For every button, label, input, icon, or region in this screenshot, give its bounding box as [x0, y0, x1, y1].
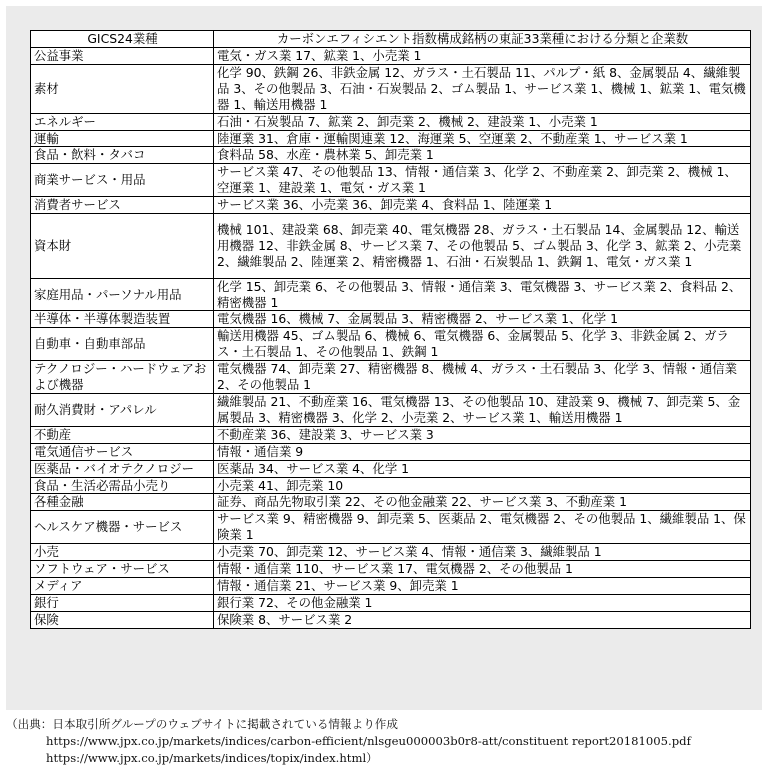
classification-cell: 化学 90、鉄鋼 26、非鉄金属 12、ガラス・土石製品 11、パルプ・紙 8、金属製品 4、繊維製品 3、その他製品 3、石油・石炭製品 2、ゴム製品 1、サービス業 1、機械 1、鉱業 1、電気機器 1、輸送用機器 1: [214, 64, 751, 113]
classification-cell: 情報・通信業 110、サービス業 17、電気機器 2、その他製品 1: [214, 561, 751, 578]
sector-cell: 素材: [31, 64, 214, 113]
figure-panel: [6, 6, 762, 710]
sector-cell: 資本財: [31, 214, 214, 279]
classification-cell: 情報・通信業 9: [214, 443, 751, 460]
sector-cell: 半導体・半導体製造装置: [31, 311, 214, 328]
sector-cell: 自動車・自動車部品: [31, 328, 214, 361]
sector-cell: 不動産: [31, 426, 214, 443]
classification-cell: 食料品 58、水産・農林業 5、卸売業 1: [214, 147, 751, 164]
source-url-1: https://www.jpx.co.jp/markets/indices/carbon-efficient/nlsgeu000003b0r8-att/constituent report20181005.pdf: [46, 734, 691, 748]
table-row: [31, 328, 751, 361]
sector-cell: 商業サービス・用品: [31, 164, 214, 197]
classification-cell: サービス業 36、小売業 36、卸売業 4、食料品 1、陸運業 1: [214, 197, 751, 214]
table-row: [31, 147, 751, 164]
classification-cell: 証券、商品先物取引業 22、その他金融業 22、サービス業 3、不動産業 1: [214, 494, 751, 511]
classification-cell: 銀行業 72、その他金融業 1: [214, 594, 751, 611]
sector-cell: 耐久消費財・アパレル: [31, 394, 214, 427]
classification-cell: 保険業 8、サービス業 2: [214, 611, 751, 628]
classification-cell: 石油・石炭製品 7、鉱業 2、卸売業 2、機械 2、建設業 1、小売業 1: [214, 113, 751, 130]
sector-cell: 各種金融: [31, 494, 214, 511]
table-row: [31, 113, 751, 130]
sector-cell: 保険: [31, 611, 214, 628]
classification-cell: 情報・通信業 21、サービス業 9、卸売業 1: [214, 577, 751, 594]
classification-cell: 輸送用機器 45、ゴム製品 6、機械 6、電気機器 6、金属製品 5、化学 3、非鉄金属 2、ガラス・土石製品 1、その他製品 1、鉄鋼 1: [214, 328, 751, 361]
table-body: [31, 48, 751, 629]
header-tse-classification: カーボンエフィシエント指数構成銘柄の東証33業種における分類と企業数: [214, 31, 751, 48]
sector-cell: メディア: [31, 577, 214, 594]
sector-cell: 家庭用品・パーソナル用品: [31, 278, 214, 311]
classification-cell: 電気機器 16、機械 7、金属製品 3、精密機器 2、サービス業 1、化学 1: [214, 311, 751, 328]
classification-cell: サービス業 47、その他製品 13、情報・通信業 3、化学 2、不動産業 2、卸売業 2、機械 1、空運業 1、建設業 1、電気・ガス業 1: [214, 164, 751, 197]
classification-cell: 電気機器 74、卸売業 27、精密機器 8、機械 4、ガラス・土石製品 3、化学 3、情報・通信業 2、その他製品 1: [214, 361, 751, 394]
classification-cell: サービス業 9、精密機器 9、卸売業 5、医薬品 2、電気機器 2、その他製品 1、繊維製品 1、保険業 1: [214, 511, 751, 544]
classification-cell: 化学 15、卸売業 6、その他製品 3、情報・通信業 3、電気機器 3、サービス業 2、食料品 2、精密機器 1: [214, 278, 751, 311]
classification-cell: 小売業 41、卸売業 10: [214, 477, 751, 494]
sector-cell: ヘルスケア機器・サービス: [31, 511, 214, 544]
sector-cell: 消費者サービス: [31, 197, 214, 214]
table-row: [31, 64, 751, 113]
table-row: [31, 577, 751, 594]
sector-cell: 食品・飲料・タバコ: [31, 147, 214, 164]
table-row: [31, 477, 751, 494]
table-row: [31, 361, 751, 394]
sector-cell: エネルギー: [31, 113, 214, 130]
table-row: [31, 611, 751, 628]
sector-cell: 銀行: [31, 594, 214, 611]
table-row: [31, 48, 751, 65]
table-row: [31, 394, 751, 427]
table-row: [31, 511, 751, 544]
table-row: [31, 197, 751, 214]
sector-cell: 食品・生活必需品小売り: [31, 477, 214, 494]
source-caption: （出典：日本取引所グループのウェブサイトに掲載されている情報より作成: [6, 717, 398, 731]
table-row: [31, 544, 751, 561]
sector-cell: 運輸: [31, 130, 214, 147]
table-header-row: [31, 31, 751, 48]
classification-cell: 陸運業 31、倉庫・運輸関連業 12、海運業 5、空運業 2、不動産業 1、サービス業 1: [214, 130, 751, 147]
classification-cell: 医薬品 34、サービス業 4、化学 1: [214, 460, 751, 477]
classification-cell: 繊維製品 21、不動産業 16、電気機器 13、その他製品 10、建設業 9、機械 7、卸売業 5、金属製品 3、精密機器 3、化学 2、小売業 2、サービス業 1、輸送用機器 1: [214, 394, 751, 427]
classification-cell: 機械 101、建設業 68、卸売業 40、電気機器 28、ガラス・土石製品 14、金属製品 12、輸送用機器 12、非鉄金属 8、サービス業 7、その他製品 5、ゴム製品 3、化学 3、鉱業 2、小売業 2、繊維製品 2、陸運業 2、精密機器 1、石油・石炭製品 1、鉄鋼 1、電気・ガス業 1: [214, 214, 751, 279]
classification-cell: 電気・ガス業 17、鉱業 1、小売業 1: [214, 48, 751, 65]
table-row: [31, 278, 751, 311]
header-gics-sector: GICS24業種: [31, 31, 214, 48]
sector-cell: 公益事業: [31, 48, 214, 65]
sector-cell: テクノロジー・ハードウェアおよび機器: [31, 361, 214, 394]
source-note: [6, 716, 766, 767]
table-row: [31, 494, 751, 511]
sector-cell: 小売: [31, 544, 214, 561]
table-row: [31, 426, 751, 443]
table-row: [31, 594, 751, 611]
sector-cell: 電気通信サービス: [31, 443, 214, 460]
source-url-2: https://www.jpx.co.jp/markets/indices/topix/index.html）: [46, 751, 378, 765]
table-row: [31, 130, 751, 147]
table-row: [31, 561, 751, 578]
sector-cell: ソフトウェア・サービス: [31, 561, 214, 578]
sector-cell: 医薬品・バイオテクノロジー: [31, 460, 214, 477]
classification-cell: 小売業 70、卸売業 12、サービス業 4、情報・通信業 3、繊維製品 1: [214, 544, 751, 561]
table-row: [31, 214, 751, 279]
table-row: [31, 460, 751, 477]
classification-cell: 不動産業 36、建設業 3、サービス業 3: [214, 426, 751, 443]
table-row: [31, 311, 751, 328]
table-row: [31, 164, 751, 197]
industry-classification-table: [30, 30, 751, 629]
table-row: [31, 443, 751, 460]
